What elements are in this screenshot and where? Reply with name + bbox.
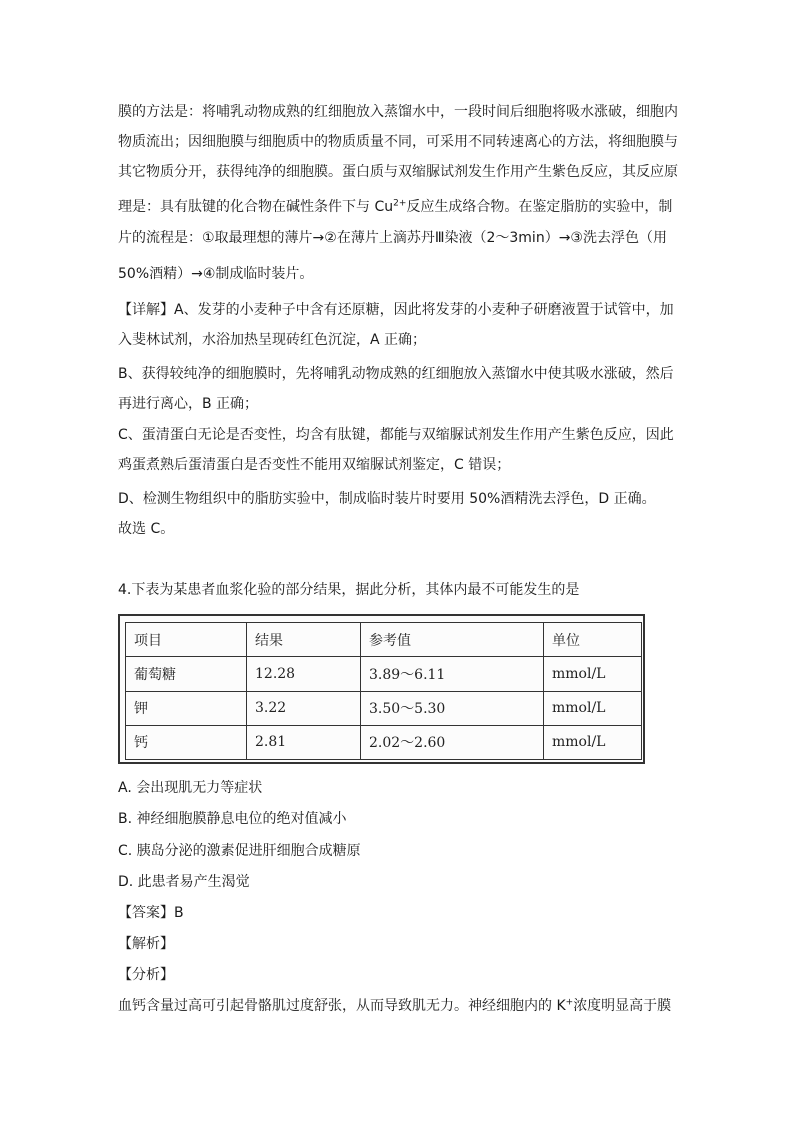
table-cell: 3.89～6.11 xyxy=(361,657,544,691)
text-line: B、获得较纯净的细胞膜时，先将哺乳动物成熟的红细胞放入蒸馏水中使其吸水涨破，然后 xyxy=(118,366,674,382)
text-line: 其它物质分开，获得纯净的细胞膜。蛋白质与双缩脲试剂发生作用产生紫色反应，其反应原 xyxy=(118,164,678,180)
table-header-cell: 单位 xyxy=(544,623,642,657)
text-line: 50%酒精）→④制成临时装片。 xyxy=(118,266,314,282)
table-cell: 12.28 xyxy=(247,657,361,691)
table-cell: 钾 xyxy=(126,691,247,725)
text-segment: 血钙含量过高可引起骨骼肌过度舒张，从而导致肌无力。神经细胞内的 K xyxy=(118,998,566,1014)
table-cell: 2.81 xyxy=(247,725,361,759)
superscript: 2+ xyxy=(393,198,407,209)
text-segment: 理是：具有肽键的化合物在碱性条件下与 Cu xyxy=(118,199,394,215)
analysis-label: 【解析】 xyxy=(118,936,174,952)
option-c: C. 胰岛分泌的激素促进肝细胞合成糖原 xyxy=(118,843,361,859)
text-segment: 反应生成络合物。在鉴定脂肪的实验中，制 xyxy=(406,199,673,215)
table-header-cell: 结果 xyxy=(247,623,361,657)
text-line: 故选 C。 xyxy=(118,521,175,537)
option-b: B. 神经细胞膜静息电位的绝对值减小 xyxy=(118,811,347,827)
text-line: 膜的方法是：将哺乳动物成熟的红细胞放入蒸馏水中，一段时间后细胞将吸水涨破，细胞内 xyxy=(118,104,678,120)
table-header-cell: 参考值 xyxy=(361,623,544,657)
table-row xyxy=(126,725,642,759)
text-line: 再进行离心，B 正确； xyxy=(118,396,259,412)
option-a: A. 会出现肌无力等症状 xyxy=(118,780,263,796)
text-line xyxy=(118,197,672,217)
text-line: C、蛋清蛋白无论是否变性，均含有肽键，都能与双缩脲试剂发生作用产生紫色反应，因此 xyxy=(118,427,674,443)
text-line: 片的流程是：①取最理想的薄片→②在薄片上滴苏丹Ⅲ染液（2～3min）→③洗去浮色（用 xyxy=(118,230,667,246)
text-line: 入斐林试剂，水浴加热呈现砖红色沉淀，A 正确； xyxy=(118,332,427,348)
text-line: 鸡蛋煮熟后蛋清蛋白是否变性不能用双缩脲试剂鉴定，C 错误； xyxy=(118,457,511,473)
analysis-subsection-label: 【分析】 xyxy=(118,967,174,983)
question-stem: 4.下表为某患者血浆化验的部分结果，据此分析，其体内最不可能发生的是 xyxy=(118,582,580,598)
table-cell: 3.50～5.30 xyxy=(361,691,544,725)
table-cell: mmol/L xyxy=(544,725,642,759)
text-line: 物质流出；因细胞膜与细胞质中的物质质量不同，可采用不同转速离心的方法，将细胞膜与 xyxy=(118,134,678,150)
superscript: + xyxy=(565,997,574,1008)
table-cell: 2.02～2.60 xyxy=(361,725,544,759)
table-row xyxy=(126,657,642,691)
option-d: D. 此患者易产生渴觉 xyxy=(118,874,250,890)
table-header-row xyxy=(126,623,642,657)
text-line: D、检测生物组织中的脂肪实验中，制成临时装片时要用 50%酒精洗去浮色，D 正确。 xyxy=(118,491,656,507)
table-row xyxy=(126,691,642,725)
lab-results-table xyxy=(125,622,642,760)
table-cell: 3.22 xyxy=(247,691,361,725)
table-header-cell: 项目 xyxy=(126,623,247,657)
answer-label: 【答案】B xyxy=(118,905,184,921)
text-line xyxy=(118,996,671,1016)
table-cell: 葡萄糖 xyxy=(126,657,247,691)
table-cell: 钙 xyxy=(126,725,247,759)
text-line: 【详解】A、发芽的小麦种子中含有还原糖，因此将发芽的小麦种子研磨液置于试管中，加 xyxy=(118,302,674,318)
text-segment: 浓度明显高于膜 xyxy=(573,998,672,1014)
table-cell: mmol/L xyxy=(544,691,642,725)
table-cell: mmol/L xyxy=(544,657,642,691)
